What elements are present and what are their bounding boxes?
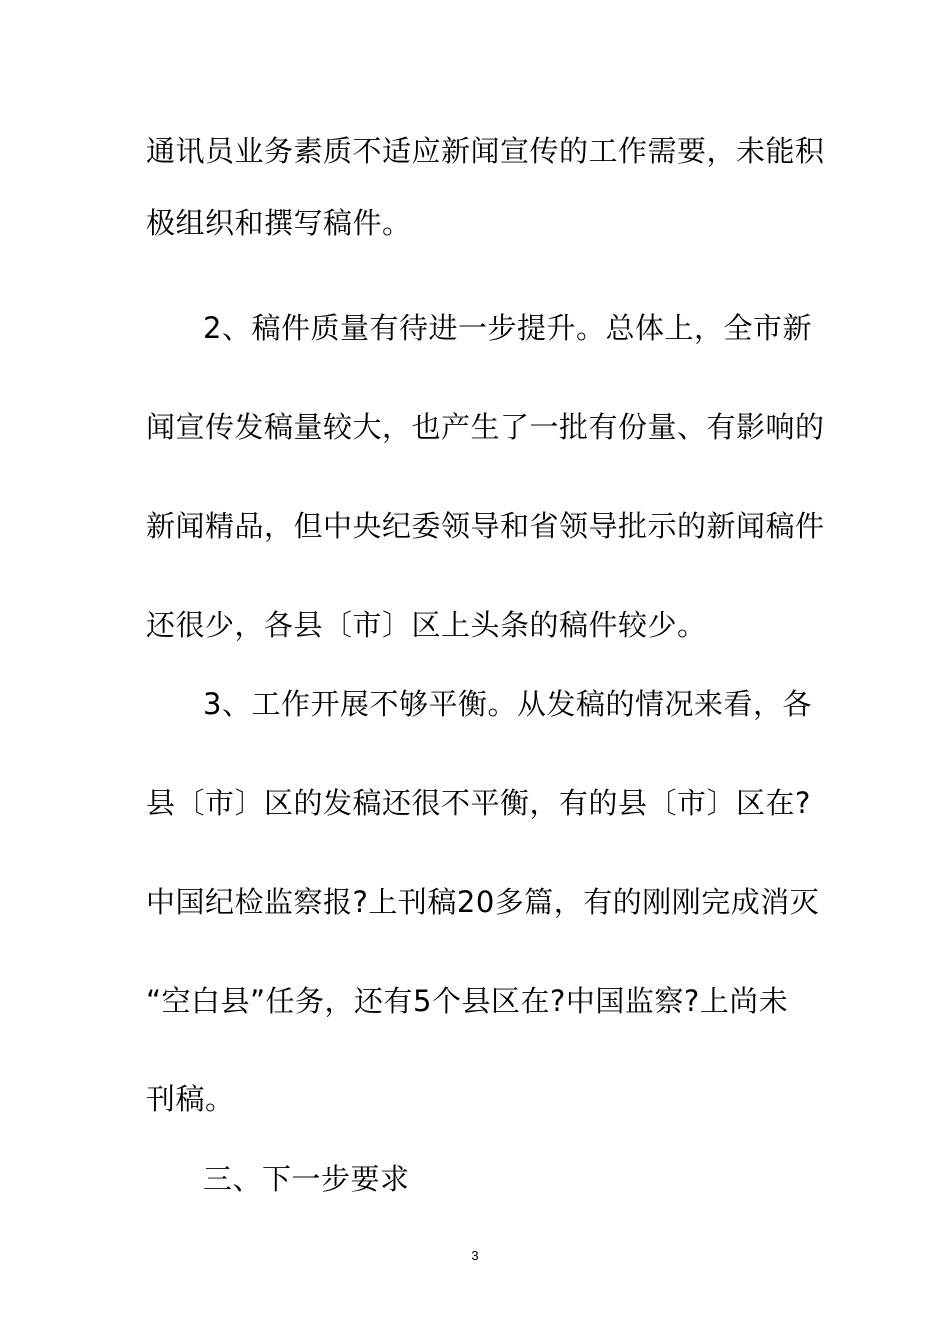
paragraph-line: “空白县”任务，还有5个县区在?中国监察?上尚未 (146, 984, 789, 1018)
page-number: 3 (471, 1248, 479, 1263)
paragraph-line: 新闻精品，但中央纪委领导和省领导批示的新闻稿件 (146, 509, 825, 543)
paragraph-line: 县〔市〕区的发稿还很不平衡，有的县〔市〕区在? (146, 786, 811, 820)
paragraph-line: 刊稿。 (146, 1082, 235, 1116)
paragraph-line: 中国纪检监察报?上刊稿20多篇，有的刚刚完成消灭 (146, 885, 820, 919)
paragraph-line: 闻宣传发稿量较大，也产生了一批有份量、有影响的 (146, 410, 825, 444)
paragraph-line: 通讯员业务素质不适应新闻宣传的工作需要，未能积 (146, 134, 825, 168)
paragraph-line: 2、稿件质量有待进一步提升。总体上，全市新 (203, 311, 812, 345)
section-heading: 三、下一步要求 (203, 1162, 410, 1196)
paragraph-line: 极组织和撰写稿件。 (146, 206, 412, 240)
paragraph-line: 3、工作开展不够平衡。从发稿的情况来看，各 (203, 687, 812, 721)
paragraph-line: 还很少，各县〔市〕区上头条的稿件较少。 (146, 608, 707, 642)
